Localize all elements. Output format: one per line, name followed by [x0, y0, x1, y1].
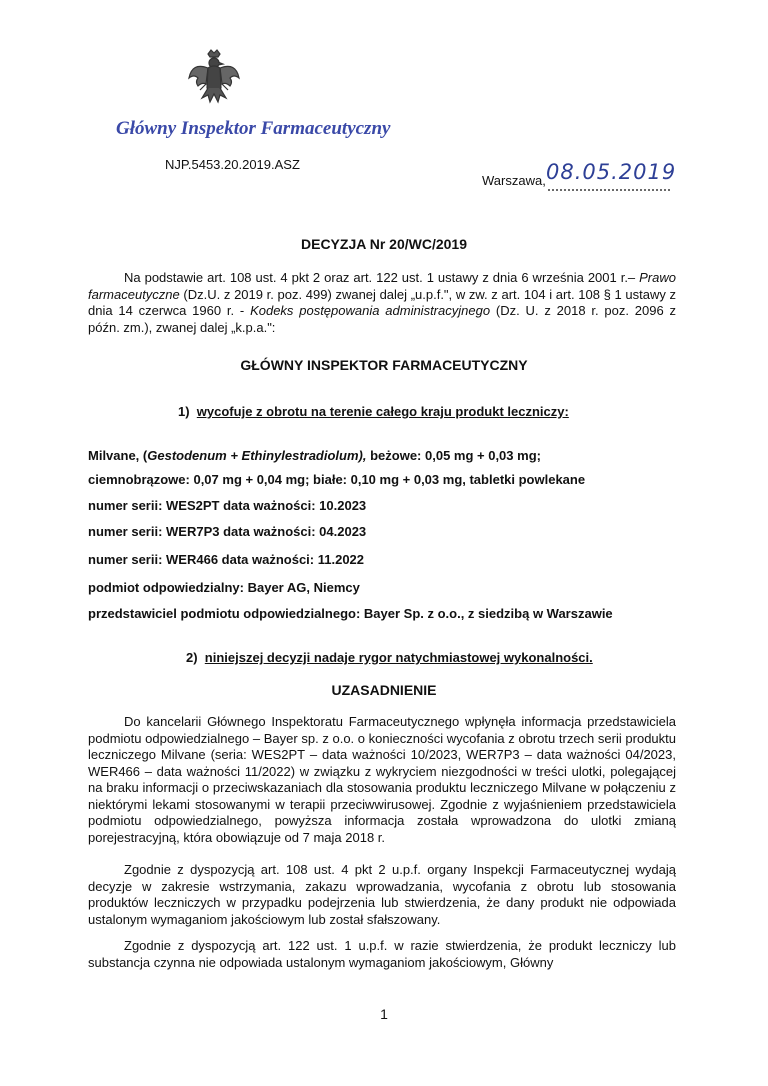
- series-line: numer serii: WER7P3 data ważności: 04.2023: [88, 524, 367, 539]
- date-dotted-line: [548, 189, 670, 191]
- place-label: Warszawa,: [482, 173, 546, 188]
- point-1-text: wycofuje z obrotu na terenie całego kraju produkt leczniczy:: [196, 404, 569, 419]
- product-line-1: [88, 448, 541, 463]
- product-name: Milvane, (: [88, 448, 148, 463]
- intro-text-1: Na podstawie art. 108 ust. 4 pkt 2 oraz art. 122 ust. 1 ustawy z dnia 6 września 2001 r.–: [124, 270, 640, 285]
- point-2: [186, 650, 593, 665]
- justification-paragraph: Do kancelarii Głównego Inspektoratu Farmaceutycznego wpłynęła informacja przedstawiciela podmiotu odpowiedzialnego – Bayer sp. z o.o. o konieczności wycofania z obrotu trzech serii produktu leczniczego Milvane (seria: WES2PT – data ważności 10/2023, WER7P3 – data ważności 04/2023, WER466 – data ważności 11/2022) w związku z wykryciem niezgodności w treści ulotki, polegającej na braku informacji o przeciwskazaniach dla stosowania produktu leczniczego Milvane w połączeniu z niektórymi lekami stosowanymi w terapii przeciwwirusowej. Zgodnie z wyjaśnieniem przedstawiciela podmiotu odpowiedzialnego, powyższa informacja została wprowadzona do ulotki zmianą porejestracyjną, która obowiązuje od 7 maja 2018 r.: [88, 714, 676, 845]
- product-dose-1: beżowe: 0,05 mg + 0,03 mg;: [366, 448, 541, 463]
- polish-eagle-emblem-icon: [186, 48, 242, 108]
- intro-text-2: (Dz.U. z 2019 r. poz. 499) zwanej dalej „u.p.f.", w zw. z art. 104 i art. 108 § 1 ustawy z dnia 14 czerwca 1960 r. -: [88, 286, 676, 318]
- intro-code-name: Kodeks postępowania administracyjnego: [250, 303, 491, 318]
- intro-paragraph: [88, 270, 676, 336]
- series-line: numer serii: WER466 data ważności: 11.2022: [88, 552, 365, 567]
- series-line: numer serii: WES2PT data ważności: 10.2023: [88, 498, 367, 513]
- justification-heading: UZASADNIENIE: [331, 682, 437, 698]
- page-number: 1: [380, 1006, 388, 1022]
- responsible-entity: podmiot odpowiedzialny: Bayer AG, Niemcy: [88, 580, 360, 595]
- case-reference: NJP.5453.20.2019.ASZ: [165, 157, 300, 172]
- decision-title: DECYZJA Nr 20/WC/2019: [301, 236, 467, 252]
- intro-act-name: Prawo farmaceutyczne: [88, 270, 676, 302]
- intro-text-3: (Dz. U. z 2018 r. poz. 2096 z późn. zm.), zwanej dalej „k.p.a.":: [88, 303, 677, 335]
- point-1-number: 1): [178, 404, 190, 419]
- handwritten-date: 08.05.2019: [546, 160, 677, 184]
- product-substances: Gestodenum + Ethinylestradiolum),: [147, 448, 367, 463]
- justification-paragraph: Zgodnie z dyspozycją art. 122 ust. 1 u.p.f. w razie stwierdzenia, że produkt leczniczy lub substancja czynna nie odpowiada ustalonym wymaganiom jakościowym, Główny: [88, 938, 676, 970]
- justification-paragraph: Zgodnie z dyspozycją art. 108 ust. 4 pkt 2 u.p.f. organy Inspekcji Farmaceutycznej wydają decyzje w zakresie wstrzymania, zakazu wprowadzania, wycofania z obrotu lub stosowania produktów leczniczych w przypadku podejrzenia lub stwierdzenia, że dany produkt nie odpowiada ustalonym wymaganiom jakościowym lub został sfałszowany.: [88, 862, 676, 927]
- point-2-text: niniejszej decyzji nadaje rygor natychmiastowej wykonalności.: [204, 650, 593, 665]
- product-line-2: ciemnobrązowe: 0,07 mg + 0,04 mg; białe: 0,10 mg + 0,03 mg, tabletki powlekane: [88, 472, 586, 487]
- representative-entity: przedstawiciel podmiotu odpowiedzialnego: Bayer Sp. z o.o., z siedzibą w Warszawie: [88, 606, 613, 621]
- point-2-number: 2): [186, 650, 198, 665]
- institution-name: Główny Inspektor Farmaceutyczny: [116, 118, 391, 139]
- authority-heading: GŁÓWNY INSPEKTOR FARMACEUTYCZNY: [240, 357, 528, 373]
- point-1: [178, 404, 569, 419]
